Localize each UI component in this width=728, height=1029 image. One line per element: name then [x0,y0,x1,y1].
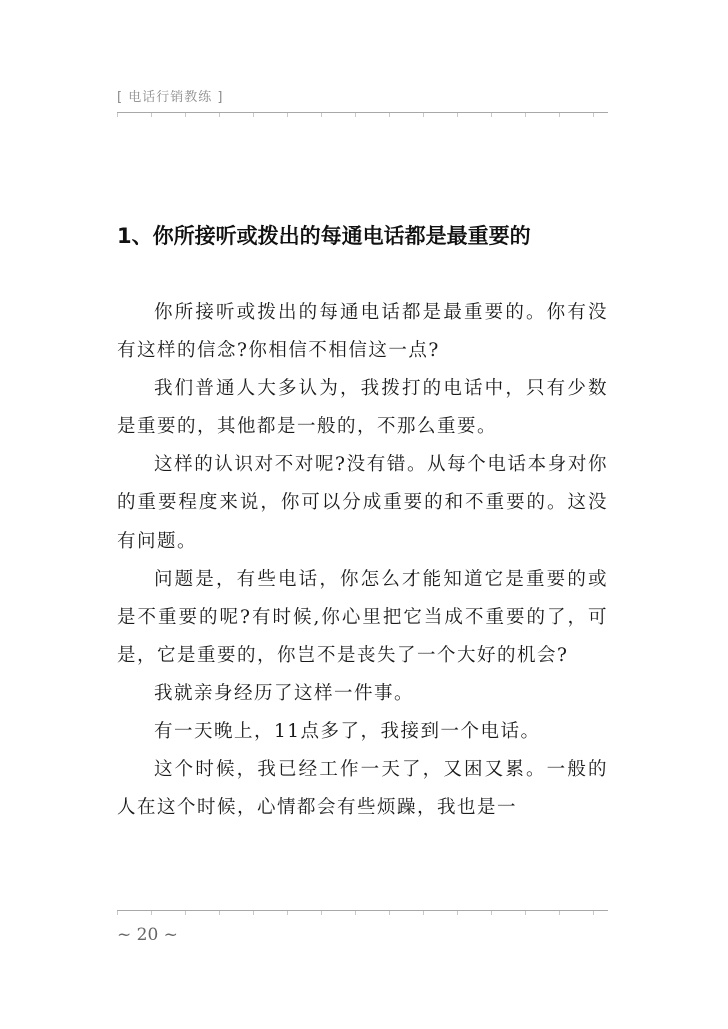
paragraph: 这个时候，我已经工作一天了，又困又累。一般的人在这个时候，心情都会有些烦躁，我也是一 [117,759,608,819]
footer-divider [117,910,608,911]
chapter-heading: 1、你所接听或拨出的每通电话都是最重要的 [117,224,531,248]
paragraph: 这样的认识对不对呢?没有错。从每个电话本身对你的重要程度来说，你可以分成重要的和不重要的。这没有问题。 [117,454,608,552]
paragraph: 我们普通人大多认为，我拨打的电话中，只有少数是重要的，其他都是一般的，不那么重要。 [117,378,608,438]
paragraph: 问题是，有些电话，你怎么才能知道它是重要的或是不重要的呢?有时候,你心里把它当成不重要的了，可是，它是重要的，你岂不是丧失了一个大好的机会? [117,568,608,666]
paragraph: 你所接听或拨出的每通电话都是最重要的。你有没有这样的信念?你相信不相信这一点? [117,302,608,362]
body-text [117,294,608,827]
running-header: [ 电话行销教练 ] [117,90,224,105]
paragraph: 有一天晚上，11点多了，我接到一个电话。 [154,721,541,743]
page-number: ~ 20 ~ [117,925,178,945]
header-divider [117,112,608,113]
paragraph: 我就亲身经历了这样一件事。 [154,682,415,704]
